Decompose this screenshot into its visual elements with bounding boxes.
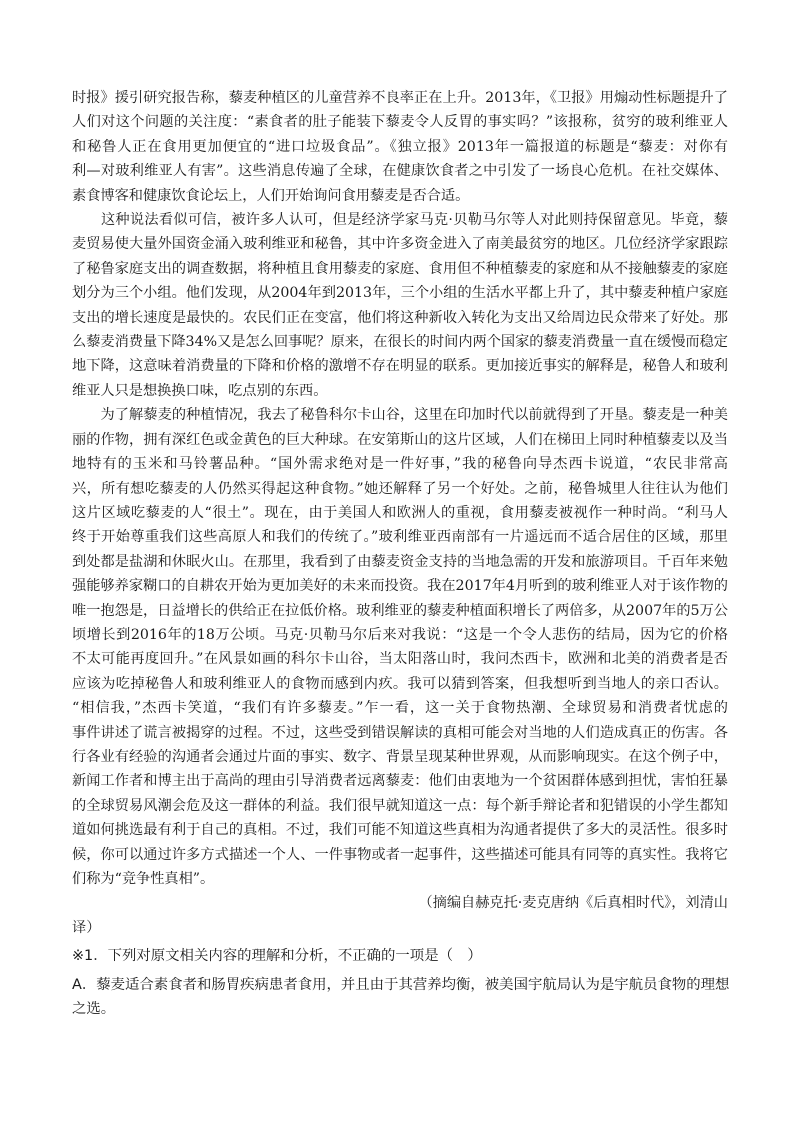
paragraph-2-line: 麦贸易使大量外国资金涌入玻利维亚和秘鲁，其中许多资金进入了南美最贫穷的地区。几位经济学家跟踪 [72,236,728,253]
paragraph-3-line: 地特有的玉米和马铃薯品种。“国外需求绝对是一件好事，”我的秘鲁向导杰西卡说道，“农民非常高 [72,456,728,473]
paragraph-3-line: 为了解藜麦的种植情况，我去了秘鲁科尔卡山谷，这里在印加时代以前就得到了开垦。藜麦是一种美 [72,407,728,424]
paragraph-1-line: 时报》援引研究报告称，藜麦种植区的儿童营养不良率正在上升。2013年，《卫报》用煽动性标题提升了 [72,90,728,106]
paragraph-3-line: 事件讲述了谎言被揭穿的过程。不过，这些受到错误解读的真相可能会对当地的人们造成真正的伤害。各 [72,724,728,741]
paragraph-3-line: 们称为“竞争性真相”。 [72,871,215,887]
question-stem: ※1．下列对原文相关内容的理解和分析，不正确的一项是（ ） [72,948,482,965]
paragraph-3-line: 终于开始尊重我们这些高原人和我们的传统了。”玻利维亚西南部有一片遥远而不适合居住的区域，那里 [72,529,728,546]
question-options [72,973,728,1022]
paragraph-3-line: 候，你可以通过许多方式描述一个人、一件事物或者一起事件，这些描述可能具有同等的真实性。我将它 [72,846,728,863]
paragraph-1-line: 利—对玻利维亚人有害”。这些消息传遍了全球，在健康饮食者之中引发了一场良心危机。在社交媒体、 [72,163,728,180]
paragraph-3-line: 到处都是盐湖和休眠火山。在那里，我看到了由藜麦资金支持的当地急需的开发和旅游项目。千百年来勉 [72,553,728,570]
paragraph-3-line: 不太可能再度回升。”在风景如画的科尔卡山谷，当太阳落山时，我问杰西卡，欧洲和北美的消费者是否 [72,651,728,668]
paragraph-3-line: 行各业有经验的沟通者会通过片面的事实、数字、背景呈现某种世界观，从而影响现实。在这个例子中， [72,748,728,765]
paragraph-3-line: “相信我，”杰西卡笑道，“我们有许多藜麦。”乍一看，这一关于食物热潮、全球贸易和消费者忧虑的 [72,700,728,717]
paragraph-1-line: 人们对这个问题的关注度：“素食者的肚子能装下藜麦令人反胃的事实吗？”该报称，贫穷的玻利维亚人 [72,114,728,131]
source-citation-tail: 译） [72,919,101,936]
paragraph-3-line: 应该为吃掉秘鲁人和玻利维亚人的食物而感到内疚。我可以猜到答案，但我想听到当地人的亲口否认。 [72,675,728,692]
option-a-line: 之选。 [72,1001,116,1018]
paragraph-3-line: 唯一抱怨是，日益增长的供给正在拉低价格。玻利维亚的藜麦种植面积增长了两倍多，从2007年的5万公 [72,602,728,619]
paragraph-2-line: 这种说法看似可信，被许多人认可，但是经济学家马克·贝勒马尔等人对此则持保留意见。毕竟，藜 [72,212,728,229]
paragraph-2-line: 划分为三个小组。他们发现，从2004年到2013年，三个小组的生活水平都上升了，其中藜麦种植户家庭 [72,285,728,302]
paragraph-2-line: 地下降，这意味着消费量的下降和价格的激增不存在明显的联系。更加接近事实的解释是，秘鲁人和玻利 [72,358,728,375]
paragraph-2-line: 支出的增长速度是最快的。农民们正在变富，他们将这种新收入转化为支出又给周边民众带来了好处。那 [72,309,728,326]
paragraph-3-line: 丽的作物，拥有深红色或金黄色的巨大种球。在安第斯山的这片区域，人们在梯田上同时种植藜麦以及当 [72,431,728,448]
paragraph-2-line: 维亚人只是想换换口味，吃点别的东西。 [72,382,328,399]
paragraph-3-line: 强能够养家糊口的自耕农开始为更加美好的未来而投资。我在2017年4月听到的玻利维亚人对于该作物的 [72,578,728,595]
paragraph-2-line: 么藜麦消费量下降34%又是怎么回事呢？原来，在很长的时间内两个国家的藜麦消费量一直在缓慢而稳定 [72,334,728,351]
paragraph-3-line: 道如何挑选最有利于自己的真相。不过，我们可能不知道这些真相为沟通者提供了多大的灵活性。很多时 [72,822,728,839]
paragraph-1-line: 和秘鲁人正在食用更加便宜的“进口垃圾食品”。《独立报》2013年一篇报道的标题是“藜麦：对你有 [72,138,728,155]
paragraph-3-line: 兴，所有想吃藜麦的人仍然买得起这种食物。”她还解释了另一个好处。之前，秘鲁城里人往往认为他们 [72,480,728,497]
paragraph-1-line: 素食博客和健康饮食论坛上，人们开始询问食用藜麦是否合适。 [72,187,470,204]
paragraph-3-line: 的全球贸易风潮会危及这一群体的利益。我们很早就知道这一点：每个新手辩论者和犯错误的小学生都知 [72,797,728,814]
article-body [72,86,728,891]
paragraph-2-line: 了秘鲁家庭支出的调查数据，将种植且食用藜麦的家庭、食用但不种植藜麦的家庭和从不接触藜麦的家庭 [72,260,728,277]
paragraph-3-line: 新闻工作者和博主出于高尚的理由引导消费者远离藜麦：他们由衷地为一个贫困群体感到担忧，害怕狂暴 [72,773,728,790]
source-citation: （摘编自赫克托·麦克唐纳《后真相时代》，刘清山 [418,895,728,912]
paragraph-3-line: 这片区域吃藜麦的人“很土”。现在，由于美国人和欧洲人的重视，食用藜麦被视作一种时尚。“利马人 [72,504,728,521]
option-a-line: A．藜麦适合素食者和肠胃疾病患者食用，并且由于其营养均衡，被美国宇航局认为是宇航员食物的理想 [72,976,730,993]
paragraph-3-line: 顷增长到2016年的18万公顷。马克·贝勒马尔后来对我说：“这是一个令人悲伤的结局，因为它的价格 [72,626,728,643]
